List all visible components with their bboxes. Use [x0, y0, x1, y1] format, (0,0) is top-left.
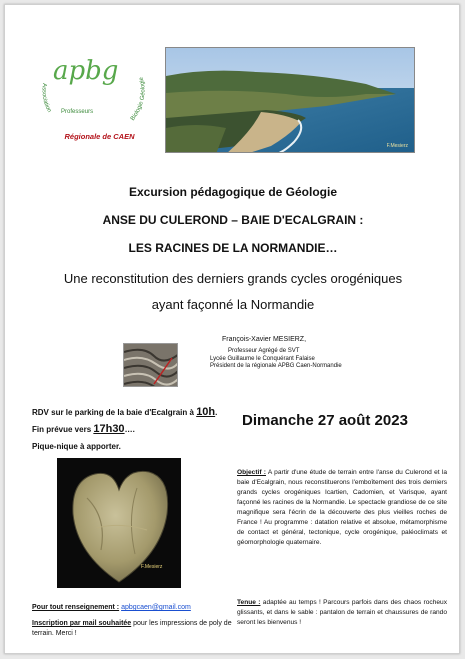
- subtitle-line1: Une reconstitution des derniers grands cycles orogéniques: [63, 271, 403, 286]
- folded-rock-image: [124, 344, 178, 387]
- tenue-paragraph: [237, 598, 447, 628]
- author-role: Professeur Agrégé de SVT: [228, 347, 300, 354]
- rdv-meeting-text: RDV sur le parking de la baie d'Ecalgrain à: [32, 408, 197, 417]
- coast-photo: [165, 47, 415, 153]
- inscription-label: Inscription par mail souhaitée: [32, 620, 132, 627]
- contact-block: [32, 603, 232, 645]
- rock-outcrop-photo: [123, 343, 178, 387]
- logo-arc-right: Biologie Géologie: [129, 76, 147, 123]
- rdv-meeting-suffix: .: [215, 408, 218, 417]
- contact-info-row: [32, 603, 232, 613]
- event-date: Dimanche 27 août 2023: [242, 412, 408, 429]
- tenue-label: Tenue :: [237, 599, 261, 606]
- title-excursion: Excursion pédagogique de Géologie: [128, 185, 338, 199]
- apbg-logo: [33, 43, 158, 143]
- subtitle-line2: ayant façonné la Normandie: [151, 297, 315, 312]
- logo-arc-mid: Professeurs: [61, 109, 94, 115]
- contact-info-label: Pour tout renseignement :: [32, 604, 120, 611]
- rdv-end: [32, 424, 217, 435]
- rdv-end-time: 17h30: [93, 423, 125, 435]
- rdv-block: [32, 407, 217, 458]
- author-school: Lycée Guillaume le Conquérant Falaise: [210, 355, 315, 362]
- title-location: ANSE DU CULEROND – BAIE D'ECALGRAIN :: [102, 213, 364, 227]
- photo-credit: F.Mesierz: [386, 143, 408, 149]
- objectif-text: A partir d'une étude de terrain entre l'anse du Culerond et la baie d'Ecalgrain, nous reconstituerons l'emboîtement des trois derniers grands cycles orogéniques Icartien, Cadomien, et Varisque, ayant façonné les racines de la Normandie. Le spectacle grandiose de ce site magnifique sera l'écrin de la découverte des plus vieilles roches de France ! Au programme : datation relative et absolue, métamorphisme de contact et général, tectonique, cycle orogénique, paléoclimats et géomorphologie quaternaire.: [237, 469, 447, 546]
- rdv-end-suffix: ….: [124, 425, 135, 434]
- stone-credit: F.Mesierz: [141, 564, 163, 570]
- logo-subtitle: Régionale de CAEN: [64, 132, 135, 141]
- author-presidency: Président de la régionale APBG Caen-Normandie: [210, 363, 342, 370]
- author-name: François-Xavier MESIERZ,: [222, 336, 307, 343]
- rdv-meeting-point: [32, 407, 217, 418]
- contact-email-link[interactable]: apbgcaen@gmail.com: [121, 604, 191, 611]
- rdv-start-time: 10h: [196, 406, 216, 418]
- tenue-text: adaptée au temps ! Parcours parfois dans des chaos rocheux glissants, et dans le sable : pantalon de terrain et chaussures de rando seront les bienvenus !: [237, 599, 447, 626]
- coast-landscape-image: [166, 48, 415, 153]
- rdv-picnic: Pique-nique à apporter.: [32, 442, 121, 451]
- poster-page: [4, 4, 460, 654]
- inscription-text: pour les impressions de poly de terrain. Merci !: [32, 620, 232, 637]
- objectif-label: Objectif :: [237, 469, 266, 476]
- logo-arc-left: Association: [40, 82, 53, 114]
- rdv-end-text: Fin prévue vers: [32, 425, 94, 434]
- inscription-row: [32, 619, 232, 639]
- heart-stone-photo: [57, 458, 181, 588]
- title-racines: LES RACINES DE LA NORMANDIE…: [128, 241, 338, 255]
- author-block: [210, 336, 342, 371]
- logo-a: apbg: [53, 56, 119, 86]
- objectif-paragraph: [237, 468, 447, 548]
